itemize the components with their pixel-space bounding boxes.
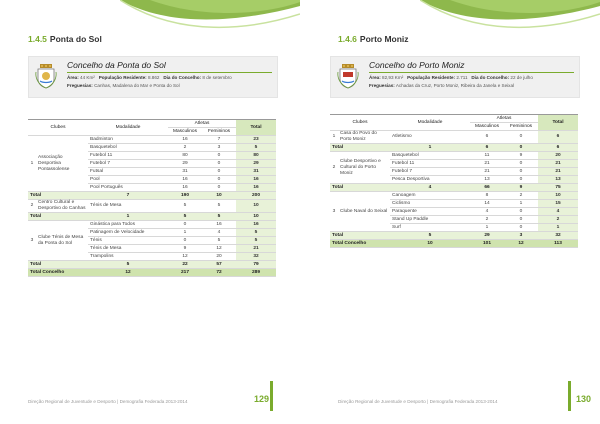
header-femininos: Femininos [504,123,538,131]
modality-cell: Futebol 11 [88,152,168,160]
grand-overall-total: 289 [236,269,276,277]
female-count-cell: 2 [504,192,538,200]
modality-cell: Badminton [88,136,168,144]
modality-cell: Ginástica para Todos [88,221,168,229]
club-number: 3 [28,221,36,261]
clubs-table [28,119,276,277]
male-count-cell: 9 [168,245,202,253]
day-label: Dia do Concelho: [163,75,202,80]
parishes-value: Achadas da Cruz, Porto Moniz, Ribeira da Janela e Seixal [395,83,515,88]
female-count-cell: 1 [504,200,538,208]
female-total: 10 [202,192,236,200]
modality-cell: Pool [88,176,168,184]
section-name: Porto Moniz [359,34,409,44]
club-total-row [28,261,276,269]
grand-total-label: Total Concelho [28,269,88,277]
area-value: 82,93 Km² [382,75,404,80]
overall-total: 200 [236,192,276,200]
page-footer: Direção Regional de Juventude e Desporto | Demografia Federada 2013-2014 [338,399,498,404]
total-label: Total [28,213,88,221]
total-label: Total [28,261,88,269]
day-value: 22 de julho [510,75,533,80]
table-row [28,200,276,213]
page-number-bar [568,381,571,411]
club-total-row [28,213,276,221]
female-count-cell: 0 [202,176,236,184]
female-count-cell: 0 [202,152,236,160]
modality-cell: Basquetebol [390,152,470,160]
club-number: 2 [330,152,338,184]
parishes-value: Canhas, Madalena do Mar e Ponta do Sol [94,83,180,88]
total-cell: 31 [236,168,276,176]
club-number: 1 [28,136,36,192]
modality-count: 5 [88,261,168,269]
female-count-cell: 0 [504,131,538,144]
male-count-cell: 4 [470,208,504,216]
club-number: 1 [330,131,338,144]
grand-modality-count: 10 [390,240,470,248]
section-number: 1.4.5 [28,34,47,44]
grand-male-total: 101 [470,240,504,248]
table-row [28,221,276,229]
total-cell: 13 [538,176,578,184]
header-modalidade: Modalidade [88,120,168,136]
male-count-cell: 5 [168,200,202,213]
clubs-table [330,114,578,248]
modality-cell: Ténis de Mesa [88,245,168,253]
municipality-stats [369,75,533,80]
parishes-label: Freguesias: [369,83,395,88]
overall-total: 6 [538,144,578,152]
header-clubes: Clubes [28,120,88,136]
grand-male-total: 217 [168,269,202,277]
section-number: 1.4.6 [338,34,357,44]
coat-of-arms-icon [35,64,57,89]
table-row [330,192,578,200]
female-count-cell: 5 [202,237,236,245]
header-femininos: Femininos [202,128,236,136]
male-count-cell: 1 [168,229,202,237]
total-cell: 21 [236,245,276,253]
male-count-cell: 29 [168,160,202,168]
female-count-cell: 0 [504,168,538,176]
population-label: População Residente: [407,75,456,80]
grand-female-total: 72 [202,269,236,277]
table-row [330,131,578,144]
modality-cell: Surf [390,224,470,232]
club-name: Clube Ténis de Mesa da Ponta do Sol [36,221,88,261]
page-number-bar [270,381,273,411]
male-count-cell: 13 [470,176,504,184]
male-count-cell: 31 [168,168,202,176]
total-cell: 10 [236,200,276,213]
female-count-cell: 0 [504,216,538,224]
section-title [338,34,409,44]
total-cell: 1 [538,224,578,232]
modality-cell: Canoagem [390,192,470,200]
area-label: Área: [67,75,79,80]
area-value: 44 Km² [80,75,95,80]
female-count-cell: 0 [504,176,538,184]
modality-cell: Paraquente [390,208,470,216]
male-count-cell: 6 [470,131,504,144]
total-cell: 15 [538,200,578,208]
header-atletas: Atletas [168,120,236,128]
club-name: Centro Cultural e Desportivo do Canhas [36,200,88,213]
female-total: 57 [202,261,236,269]
modality-cell: Futebol 7 [390,168,470,176]
club-name: Associação Desportiva Pontassolense [36,136,88,192]
header-atletas: Atletas [470,115,538,123]
female-count-cell: 4 [202,229,236,237]
total-label: Total [330,232,390,240]
club-name: Clube Desportivo e Cultural do Porto Moniz [338,152,390,184]
total-cell: 5 [236,237,276,245]
modality-cell: Trampolins [88,253,168,261]
table-header-row [28,120,276,128]
header-swoosh-graphic [120,0,300,40]
page-right [300,0,600,424]
male-count-cell: 14 [470,200,504,208]
total-cell: 23 [236,136,276,144]
total-cell: 16 [236,221,276,229]
modality-cell: Pesca Desportiva [390,176,470,184]
female-count-cell: 0 [504,208,538,216]
female-count-cell: 0 [504,224,538,232]
club-name: Clube Naval do Seixal [338,192,390,232]
total-cell: 5 [236,144,276,152]
day-label: Dia do Concelho: [471,75,510,80]
modality-cell: Futebol 11 [390,160,470,168]
female-count-cell: 0 [504,160,538,168]
modality-cell: Futsal [88,168,168,176]
population-value: 2.711 [456,75,468,80]
total-cell: 16 [236,184,276,192]
population-value: 8.862 [147,75,160,80]
overall-total: 10 [236,213,276,221]
modality-cell: Atletismo [390,131,470,144]
header-total: Total [538,115,578,131]
overall-total: 79 [236,261,276,269]
total-cell: 4 [538,208,578,216]
male-count-cell: 8 [470,192,504,200]
male-count-cell: 0 [168,237,202,245]
female-count-cell: 9 [504,152,538,160]
male-count-cell: 21 [470,168,504,176]
page-number: 130 [576,394,592,404]
male-count-cell: 1 [470,224,504,232]
club-total-row [330,184,578,192]
header-clubes: Clubes [330,115,390,131]
male-count-cell: 2 [470,216,504,224]
total-label: Total [330,144,390,152]
female-total: 5 [202,213,236,221]
population-label: População Residente: [98,75,147,80]
modality-cell: Basquetebol [88,144,168,152]
modality-cell: Patinagem de Velocidade [88,229,168,237]
female-count-cell: 3 [202,144,236,152]
female-total: 0 [504,144,538,152]
modality-cell: Futebol 7 [88,160,168,168]
table-row [28,136,276,144]
modality-count: 5 [390,232,470,240]
total-label: Total [28,192,88,200]
municipality-parishes [67,83,180,88]
male-count-cell: 21 [470,160,504,168]
female-count-cell: 16 [202,221,236,229]
club-total-row [330,232,578,240]
female-count-cell: 0 [202,184,236,192]
male-total: 66 [470,184,504,192]
male-total: 5 [168,213,202,221]
table-row [330,152,578,160]
grand-total-row [330,240,578,248]
grand-modality-count: 12 [88,269,168,277]
modality-count: 4 [390,184,470,192]
total-cell: 16 [236,176,276,184]
municipality-title: Concelho da Ponta do Sol [67,60,272,73]
female-count-cell: 7 [202,136,236,144]
section-name: Ponta do Sol [49,34,102,44]
modality-count: 7 [88,192,168,200]
male-count-cell: 16 [168,136,202,144]
modality-cell: Stand Up Paddle [390,216,470,224]
male-total: 29 [470,232,504,240]
club-total-row [330,144,578,152]
total-label: Total [330,184,390,192]
female-total: 3 [504,232,538,240]
overall-total: 32 [538,232,578,240]
header-modalidade: Modalidade [390,115,470,131]
male-total: 22 [168,261,202,269]
coat-of-arms-icon [337,64,359,89]
modality-cell: Ciclismo [390,200,470,208]
area-label: Área: [369,75,381,80]
modality-count: 1 [88,213,168,221]
modality-cell: Ténis de Mesa [88,200,168,213]
header-swoosh-graphic [420,0,600,40]
section-title [28,34,102,44]
municipality-info-box [28,56,278,98]
male-count-cell: 16 [168,184,202,192]
day-value: 8 de setembro [202,75,232,80]
female-count-cell: 0 [202,168,236,176]
total-cell: 80 [236,152,276,160]
female-count-cell: 12 [202,245,236,253]
municipality-title: Concelho do Porto Moniz [369,60,574,73]
club-name: Casa do Povo do Porto Moniz [338,131,390,144]
municipality-parishes [369,83,514,88]
total-cell: 6 [538,131,578,144]
club-total-row [28,192,276,200]
total-cell: 20 [538,152,578,160]
total-cell: 21 [538,160,578,168]
overall-total: 75 [538,184,578,192]
page-footer: Direção Regional de Juventude e Desporto | Demografia Federada 2013-2014 [28,399,188,404]
total-cell: 10 [538,192,578,200]
grand-overall-total: 113 [538,240,578,248]
male-total: 190 [168,192,202,200]
header-total: Total [236,120,276,136]
modality-cell: Ténis [88,237,168,245]
modality-count: 1 [390,144,470,152]
table-header-row [330,115,578,123]
header-masculinos: Masculinos [168,128,202,136]
male-total: 6 [470,144,504,152]
male-count-cell: 16 [168,176,202,184]
municipality-info-box [330,56,580,98]
header-masculinos: Masculinos [470,123,504,131]
male-count-cell: 0 [168,221,202,229]
female-count-cell: 20 [202,253,236,261]
total-cell: 5 [236,229,276,237]
grand-total-row [28,269,276,277]
page-number: 129 [254,394,270,404]
female-count-cell: 5 [202,200,236,213]
male-count-cell: 11 [470,152,504,160]
total-cell: 29 [236,160,276,168]
grand-total-label: Total Concelho [330,240,390,248]
municipality-stats [67,75,232,80]
male-count-cell: 2 [168,144,202,152]
club-number: 3 [330,192,338,232]
female-count-cell: 0 [202,160,236,168]
male-count-cell: 12 [168,253,202,261]
modality-cell: Pool Português [88,184,168,192]
parishes-label: Freguesias: [67,83,93,88]
club-number: 2 [28,200,36,213]
total-cell: 32 [236,253,276,261]
total-cell: 2 [538,216,578,224]
female-total: 9 [504,184,538,192]
male-count-cell: 80 [168,152,202,160]
total-cell: 21 [538,168,578,176]
grand-female-total: 12 [504,240,538,248]
